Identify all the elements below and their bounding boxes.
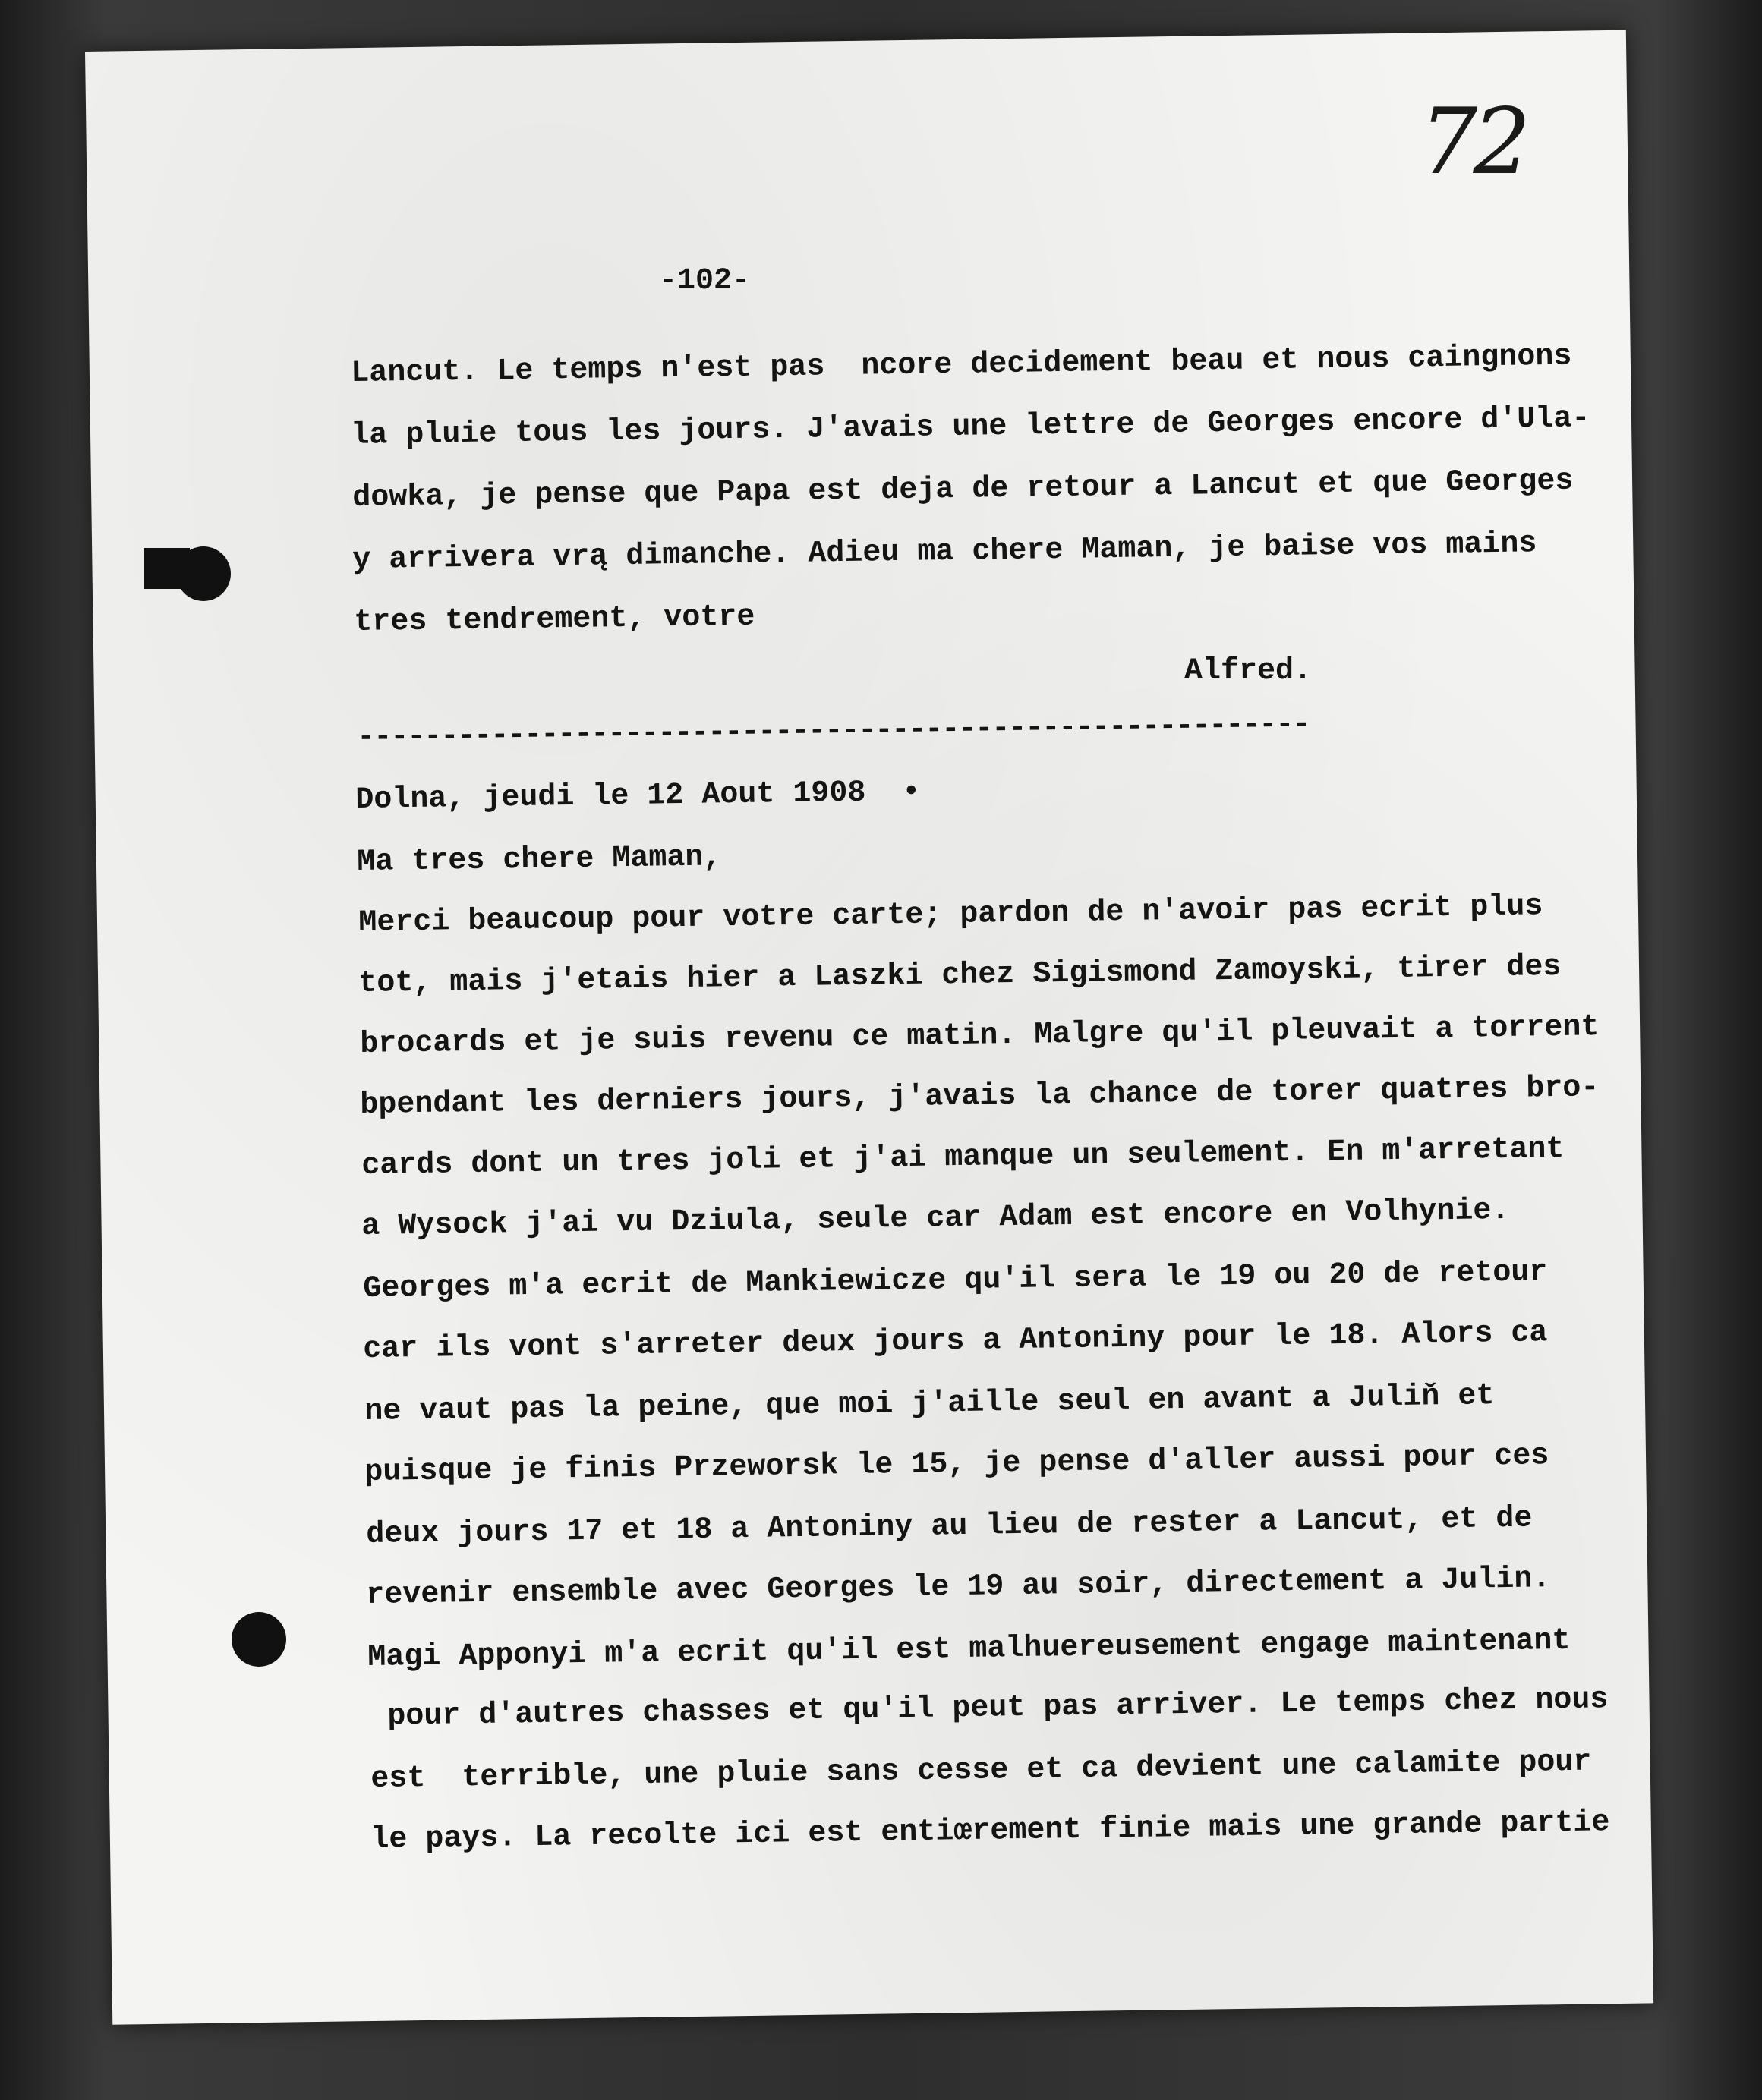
letter-two-line: tot, mais j'etais hier a Laszki chez Sigismond Zamoyski, tirer des (358, 949, 1562, 1001)
letter-two-line: Magi Apponyi m'a ecrit qu'il est malhuereusement engage maintenant (367, 1623, 1571, 1675)
signature: Alfred. (1184, 654, 1313, 688)
letter-two-line: ne vaut pas la peine, que moi j'aille seul en avant a Juliň et (364, 1379, 1495, 1429)
dateline: Dolna, jeudi le 12 Aout 1908 • (355, 775, 921, 817)
letter-two-line: le pays. La recolte ici est entiœrement finie mais une grande partie (370, 1806, 1610, 1857)
letter-one-line: y arrivera vrą dimanche. Adieu ma chere Maman, je baise vos mains (352, 527, 1537, 578)
letter-one-line: Lancut. Le temps n'est pas ncore decidement beau et nous caingnons (351, 339, 1572, 391)
letter-one-line: la pluie tous les jours. J'avais une lettre de Georges encore d'Ula- (351, 401, 1590, 453)
punch-hole-bottom (232, 1612, 286, 1667)
letter-two-line: est terrible, une pluie sans cesse et ca devient une calamite pour (370, 1745, 1592, 1796)
letter-two-line: deux jours 17 et 18 a Antoniny au lieu de rester a Lancut, et de (366, 1501, 1533, 1552)
letter-two-line: revenir ensemble avec Georges le 19 au soir, directement a Julin. (366, 1562, 1551, 1613)
letter-two-line: a Wysock j'ai vu Dziula, seule car Adam est encore en Volhynie. (361, 1193, 1510, 1244)
letter-separator: --------------------------------------------------------- (357, 707, 1310, 755)
letter-two-line: bpendant les derniers jours, j'avais la chance de torer quatres bro- (360, 1071, 1600, 1122)
letter-two-line: pour d'autres chasses et qu'il peut pas arriver. Le temps chez nous (369, 1683, 1609, 1734)
letter-two-line: car ils vont s'arreter deux jours a Antoniny pour le 18. Alors ca (363, 1316, 1548, 1367)
letter-two-line: Georges m'a ecrit de Mankiewicze qu'il sera le 19 ou 20 de retour (363, 1255, 1548, 1306)
letter-one-line: tres tendrement, votre (354, 600, 755, 640)
folio-number: 72 (1420, 90, 1527, 195)
letter-two-line: brocards et je suis revenu ce matin. Malgre qu'il pleuvait a torrent (360, 1010, 1600, 1062)
letter-two-line: cards dont un tres joli et j'ai manque un seulement. En m'arretant (361, 1132, 1565, 1183)
punch-hole-top (176, 546, 231, 601)
salutation: Ma tres chere Maman, (357, 840, 722, 880)
letter-two-line: puisque je finis Przeworsk le 15, je pense d'aller aussi pour ces (364, 1439, 1549, 1490)
letter-two-line: Merci beaucoup pour votre carte; pardon de n'avoir pas ecrit plus (358, 889, 1543, 940)
letter-one-line: dowka, je pense que Papa est deja de retour a Lancut et que Georges (352, 464, 1574, 515)
page-number: -102- (659, 264, 751, 298)
